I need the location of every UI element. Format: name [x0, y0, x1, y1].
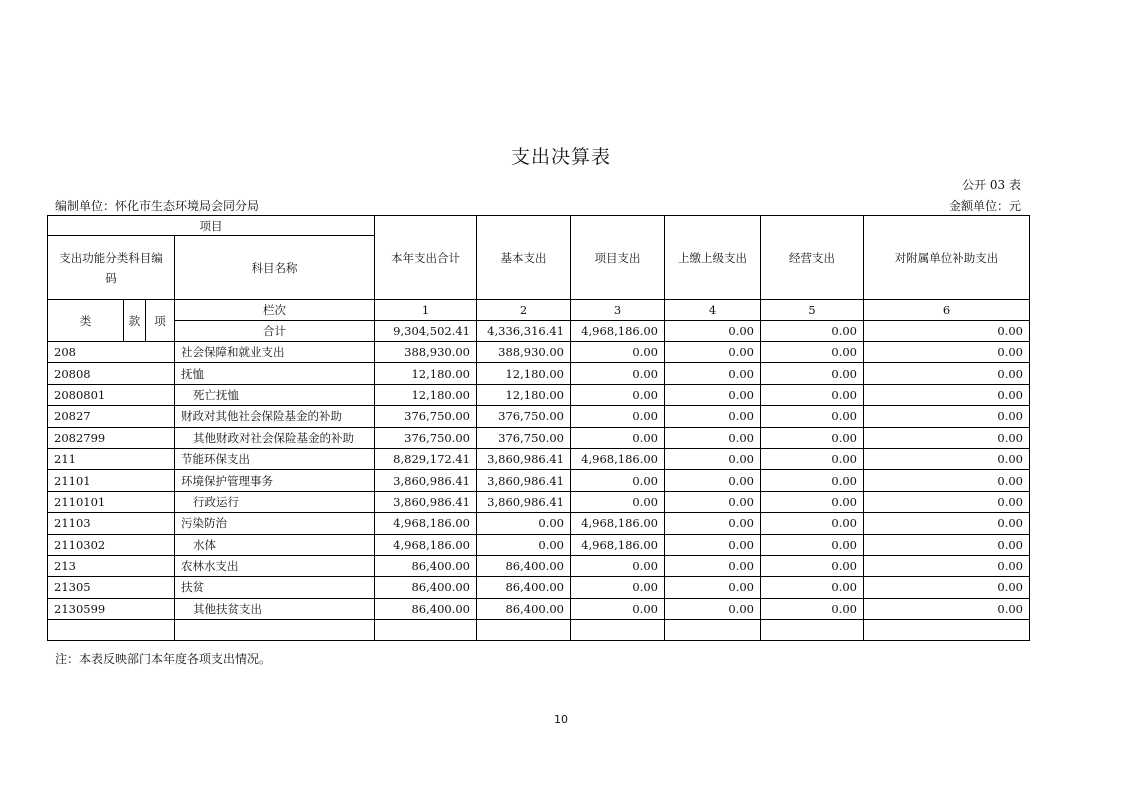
row-col4: 0.00	[665, 491, 761, 512]
row-col2: 86,400.00	[477, 577, 571, 598]
row-col5: 0.00	[761, 384, 864, 405]
row-col5: 0.00	[761, 598, 864, 619]
row-code: 2082799	[48, 427, 175, 448]
row-col5: 0.00	[761, 577, 864, 598]
row-col3: 0.00	[571, 342, 665, 363]
row-name-cell	[175, 491, 375, 512]
row-col3: 0.00	[571, 555, 665, 576]
table-row	[48, 470, 1030, 491]
empty-row	[48, 620, 1030, 641]
row-name-cell	[175, 427, 375, 448]
row-code: 211	[48, 448, 175, 469]
row-col6: 0.00	[864, 363, 1030, 384]
table-row	[48, 363, 1030, 384]
header-lanci: 栏次	[175, 300, 375, 321]
empty-cell	[48, 620, 175, 641]
row-col5: 0.00	[761, 491, 864, 512]
row-code: 213	[48, 555, 175, 576]
row-col5: 0.00	[761, 342, 864, 363]
row-col5: 0.00	[761, 555, 864, 576]
row-col4: 0.00	[665, 513, 761, 534]
table-row	[48, 384, 1030, 405]
header-lei: 类	[48, 300, 124, 342]
row-col3: 0.00	[571, 384, 665, 405]
table-row	[48, 406, 1030, 427]
row-col3: 0.00	[571, 427, 665, 448]
row-col3: 0.00	[571, 406, 665, 427]
total-row	[48, 321, 1030, 342]
row-col5: 0.00	[761, 448, 864, 469]
total-col3: 4,968,186.00	[571, 321, 665, 342]
row-col1: 376,750.00	[375, 406, 477, 427]
row-col1: 8,829,172.41	[375, 448, 477, 469]
row-col4: 0.00	[665, 470, 761, 491]
col-number-2: 2	[477, 300, 571, 321]
row-col4: 0.00	[665, 577, 761, 598]
expenditure-table	[47, 215, 1030, 641]
table-row	[48, 342, 1030, 363]
row-col1: 3,860,986.41	[375, 470, 477, 491]
page-number: 10	[554, 713, 568, 726]
row-name-cell	[175, 406, 375, 427]
row-col1: 86,400.00	[375, 577, 477, 598]
row-name: 行政运行	[193, 494, 239, 509]
row-col2: 376,750.00	[477, 406, 571, 427]
row-code: 20808	[48, 363, 175, 384]
form-number: 公开 03 表	[962, 178, 1021, 192]
table-row	[48, 448, 1030, 469]
row-col6: 0.00	[864, 491, 1030, 512]
row-name-cell	[175, 384, 375, 405]
row-col2: 12,180.00	[477, 384, 571, 405]
empty-cell	[375, 620, 477, 641]
row-col6: 0.00	[864, 342, 1030, 363]
page-title: 支出决算表	[510, 146, 611, 168]
total-col6: 0.00	[864, 321, 1030, 342]
row-name-cell	[175, 470, 375, 491]
row-col1: 388,930.00	[375, 342, 477, 363]
table-row	[48, 598, 1030, 619]
row-col4: 0.00	[665, 534, 761, 555]
row-name: 污染防治	[181, 516, 227, 531]
row-col1: 376,750.00	[375, 427, 477, 448]
row-col2: 86,400.00	[477, 598, 571, 619]
row-name-cell	[175, 448, 375, 469]
header-name: 科目名称	[175, 236, 375, 300]
row-col4: 0.00	[665, 406, 761, 427]
row-name: 财政对其他社会保险基金的补助	[181, 409, 342, 424]
row-col1: 4,968,186.00	[375, 534, 477, 555]
row-code: 2130599	[48, 598, 175, 619]
row-name-cell	[175, 534, 375, 555]
row-name-cell	[175, 363, 375, 384]
header-col3: 项目支出	[571, 216, 665, 300]
row-name-cell	[175, 513, 375, 534]
table-row	[48, 427, 1030, 448]
row-code: 21103	[48, 513, 175, 534]
row-col1: 4,968,186.00	[375, 513, 477, 534]
amount-unit: 金额单位：元	[948, 199, 1021, 213]
row-name-cell	[175, 577, 375, 598]
empty-cell	[477, 620, 571, 641]
empty-cell	[665, 620, 761, 641]
row-col4: 0.00	[665, 384, 761, 405]
row-col4: 0.00	[665, 342, 761, 363]
col-number-3: 3	[571, 300, 665, 321]
empty-cell	[571, 620, 665, 641]
row-col5: 0.00	[761, 470, 864, 491]
row-col3: 4,968,186.00	[571, 513, 665, 534]
header-col2: 基本支出	[477, 216, 571, 300]
row-name-cell	[175, 342, 375, 363]
header-item: 项目	[48, 216, 375, 236]
row-col4: 0.00	[665, 598, 761, 619]
row-col2: 388,930.00	[477, 342, 571, 363]
col-number-1: 1	[375, 300, 477, 321]
row-col4: 0.00	[665, 363, 761, 384]
header-code: 支出功能分类科目编码	[48, 236, 175, 300]
row-col1: 86,400.00	[375, 555, 477, 576]
row-col4: 0.00	[665, 448, 761, 469]
row-col2: 12,180.00	[477, 363, 571, 384]
row-col1: 3,860,986.41	[375, 491, 477, 512]
row-col2: 0.00	[477, 534, 571, 555]
row-col2: 3,860,986.41	[477, 491, 571, 512]
compiling-unit: 编制单位：怀化市生态环境局会同分局	[55, 199, 260, 213]
header-col1: 本年支出合计	[375, 216, 477, 300]
row-col2: 3,860,986.41	[477, 470, 571, 491]
table-note: 注：本表反映部门本年度各项支出情况。	[55, 652, 272, 666]
row-name: 环境保护管理事务	[181, 473, 273, 488]
row-code: 2110302	[48, 534, 175, 555]
row-name: 其他扶贫支出	[193, 601, 262, 616]
row-col3: 0.00	[571, 598, 665, 619]
row-col6: 0.00	[864, 534, 1030, 555]
header-kuan: 款	[124, 300, 146, 342]
row-code: 2110101	[48, 491, 175, 512]
row-col6: 0.00	[864, 406, 1030, 427]
row-code: 20827	[48, 406, 175, 427]
row-col2: 376,750.00	[477, 427, 571, 448]
row-col3: 0.00	[571, 491, 665, 512]
row-col3: 0.00	[571, 577, 665, 598]
empty-cell	[761, 620, 864, 641]
total-label: 合计	[175, 321, 375, 342]
row-name: 扶贫	[181, 580, 204, 595]
row-col5: 0.00	[761, 513, 864, 534]
row-col6: 0.00	[864, 448, 1030, 469]
empty-cell	[864, 620, 1030, 641]
row-name: 农林水支出	[181, 559, 239, 574]
row-name-cell	[175, 598, 375, 619]
row-col2: 3,860,986.41	[477, 448, 571, 469]
total-col2: 4,336,316.41	[477, 321, 571, 342]
row-col5: 0.00	[761, 363, 864, 384]
row-col1: 12,180.00	[375, 363, 477, 384]
row-col6: 0.00	[864, 598, 1030, 619]
total-col5: 0.00	[761, 321, 864, 342]
table-row	[48, 555, 1030, 576]
row-col3: 0.00	[571, 363, 665, 384]
data-rows	[48, 342, 1030, 620]
row-code: 21305	[48, 577, 175, 598]
row-col1: 86,400.00	[375, 598, 477, 619]
row-col6: 0.00	[864, 555, 1030, 576]
row-col6: 0.00	[864, 513, 1030, 534]
row-col6: 0.00	[864, 577, 1030, 598]
row-col2: 0.00	[477, 513, 571, 534]
row-name: 抚恤	[181, 366, 204, 381]
row-col5: 0.00	[761, 406, 864, 427]
col-number-4: 4	[665, 300, 761, 321]
row-col1: 12,180.00	[375, 384, 477, 405]
row-col4: 0.00	[665, 427, 761, 448]
header-col6: 对附属单位补助支出	[864, 216, 1030, 300]
col-number-6: 6	[864, 300, 1030, 321]
row-code: 208	[48, 342, 175, 363]
header-col5: 经营支出	[761, 216, 864, 300]
row-col3: 4,968,186.00	[571, 448, 665, 469]
table-row	[48, 577, 1030, 598]
row-code: 21101	[48, 470, 175, 491]
row-col6: 0.00	[864, 384, 1030, 405]
row-name: 社会保障和就业支出	[181, 345, 285, 360]
row-name: 水体	[193, 537, 216, 552]
row-name: 死亡抚恤	[193, 387, 239, 402]
row-col5: 0.00	[761, 427, 864, 448]
row-col6: 0.00	[864, 427, 1030, 448]
row-col6: 0.00	[864, 470, 1030, 491]
row-col2: 86,400.00	[477, 555, 571, 576]
row-name-cell	[175, 555, 375, 576]
empty-cell	[175, 620, 375, 641]
row-name: 其他财政对社会保险基金的补助	[193, 430, 354, 445]
row-col4: 0.00	[665, 555, 761, 576]
total-col1: 9,304,502.41	[375, 321, 477, 342]
row-col3: 4,968,186.00	[571, 534, 665, 555]
col-number-5: 5	[761, 300, 864, 321]
table-row	[48, 491, 1030, 512]
table-row	[48, 534, 1030, 555]
table-row	[48, 513, 1030, 534]
header-xiang: 项	[146, 300, 175, 342]
row-code: 2080801	[48, 384, 175, 405]
total-col4: 0.00	[665, 321, 761, 342]
row-name: 节能环保支出	[181, 452, 250, 467]
header-col4: 上缴上级支出	[665, 216, 761, 300]
row-col3: 0.00	[571, 470, 665, 491]
row-col5: 0.00	[761, 534, 864, 555]
